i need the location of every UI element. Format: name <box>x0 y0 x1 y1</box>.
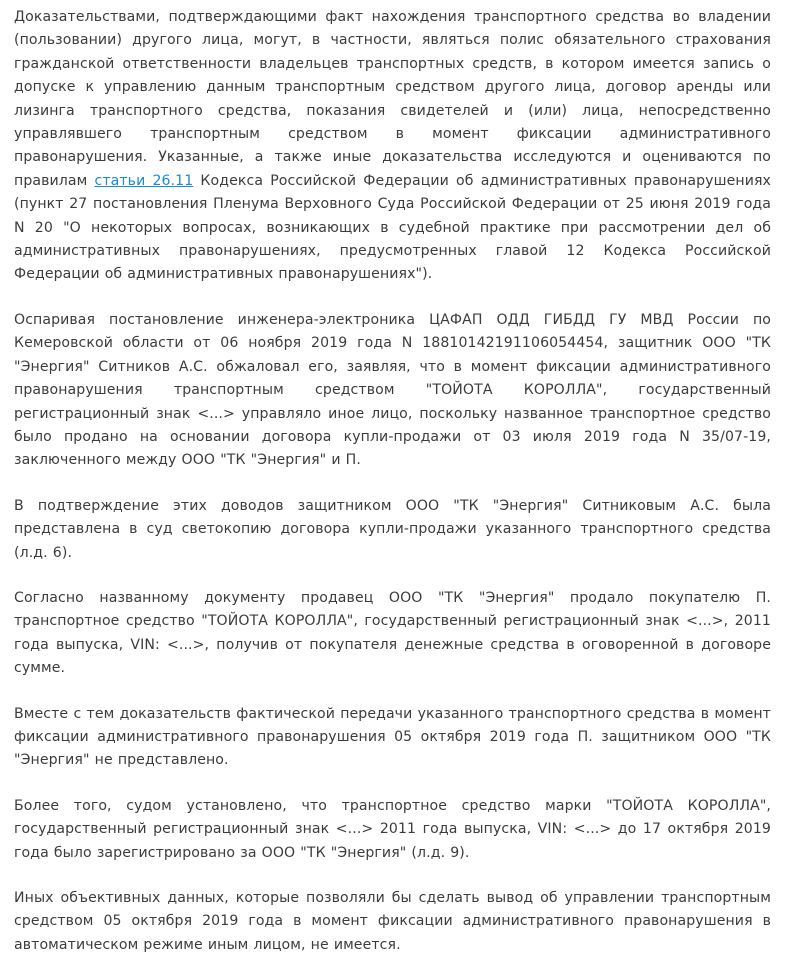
paragraph-text-before-link: Доказательствами, подтверждающими факт нахождения транспортного средства во владении (пользовании) другого лица, могут, в частности, являться полис обязательного страхования гражданской ответственности владельцев транспортных средств, в котором имеется запись о допуске к управлению данным транспортным средством другого лица, договор аренды или лизинга транспортного средства, показания свидетелей и (или) лица, непосредственно управлявшего транспортным средством в момент фиксации административного правонарушения. Указанные, а также иные доказательства исследуются и оцениваются по правилам <box>14 9 771 189</box>
paragraph-text-after-link: Кодекса Российской Федерации об административных правонарушениях (пункт 27 постановления Пленума Верховного Суда Российской Федерации от 25 июня 2019 года N 20 "О некоторых вопросах, возникающих в судебной практике при рассмотрении дел об административных правонарушениях, предусмотренных главой 12 Кодекса Российской Федерации об административных правонарушениях"). <box>14 172 771 283</box>
article-26-11-link[interactable]: статьи 26.11 <box>94 172 194 189</box>
paragraph-conclusion: Иных объективных данных, которые позволяли бы сделать вывод об управлении транспортным средством 05 октября 2019 года в момент фиксации административного правонарушения в автоматическом режиме иным лицом, не имеется. <box>14 890 771 953</box>
paragraph-registration: Более того, судом установлено, что транспортное средство марки "ТОЙОТА КОРОЛЛА", государственный регистрационный знак <...> 2011 года выпуска, VIN: <...> до 17 октября 2019 года было зарегистрировано за ООО "ТК "Энергия" (л.д. 9). <box>14 797 771 861</box>
paragraph-evidence-ownership <box>14 6 771 287</box>
paragraph-sale-terms: Согласно названному документу продавец ООО "ТК "Энергия" продало покупателю П. транспортное средство "ТОЙОТА КОРОЛЛА", государственный регистрационный знак <...>, 2011 года выпуска, VIN: <...>, получив от покупателя денежные средства в оговоренной в договоре сумме. <box>14 589 771 677</box>
paragraph-no-transfer-evidence: Вместе с тем доказательств фактической передачи указанного транспортного средства в момент фиксации административного правонарушения 05 октября 2019 года П. защитником ООО "ТК "Энергия" не представлено. <box>14 705 771 769</box>
paragraph-appeal: Оспаривая постановление инженера-электроника ЦАФАП ОДД ГИБДД ГУ МВД России по Кемеровской области от 06 ноября 2019 года N 18810142191106054454, защитник ООО "ТК "Энергия" Ситников А.С. обжаловал его, заявляя, что в момент фиксации административного правонарушения транспортным средством "ТОЙОТА КОРОЛЛА", государственный регистрационный знак <...> управляло иное лицо, поскольку названное транспортное средство было продано на основании договора купли-продажи от 03 июля 2019 года N 35/07-19, заключенного между ООО "ТК "Энергия" и П. <box>14 311 771 469</box>
paragraph-contract-copy: В подтверждение этих доводов защитником ООО "ТК "Энергия" Ситниковым А.С. была представлена в суд светокопию договора купли-продажи указанного транспортного средства (л.д. 6). <box>14 497 771 561</box>
